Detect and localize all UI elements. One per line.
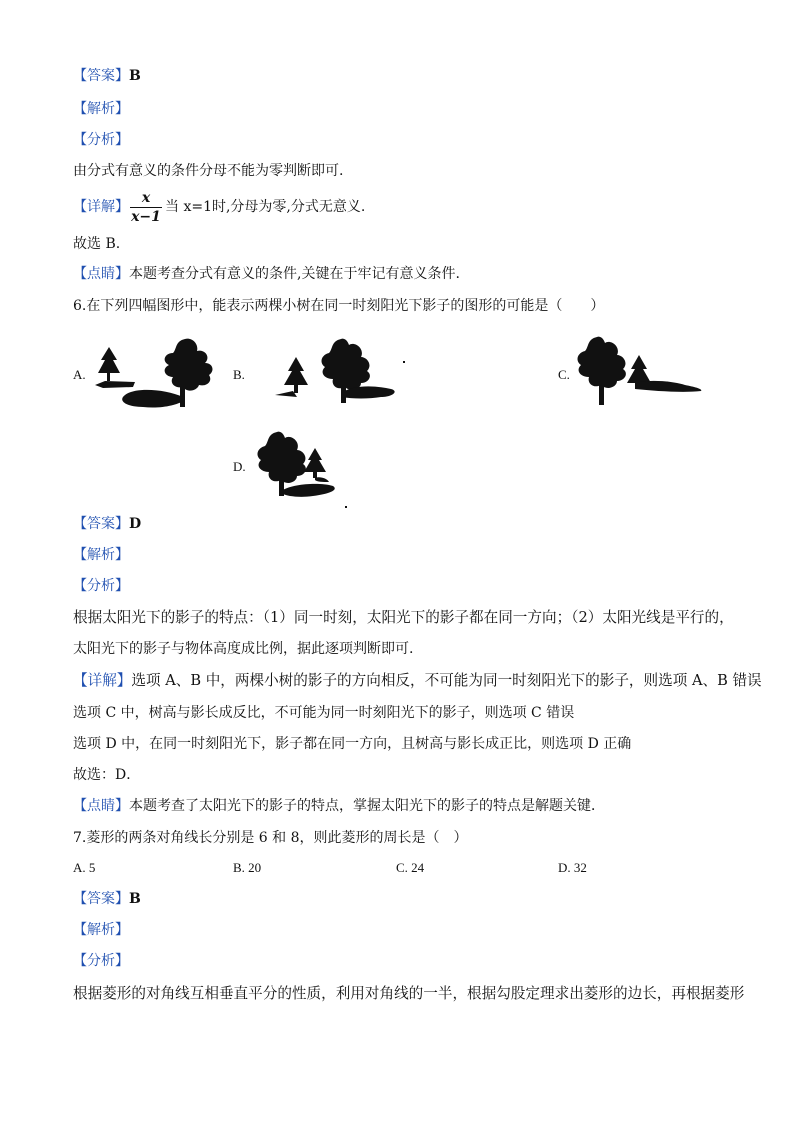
choice-a: A. 5 bbox=[73, 860, 96, 875]
conclusion-text: 故选：D． bbox=[73, 767, 141, 783]
question-6: 6.在下列四幅图形中，能表示两棵小树在同一时刻阳光下影子的图形的可能是（ ） bbox=[73, 298, 605, 314]
detail-tag: 【详解】 bbox=[73, 199, 129, 215]
option-d-label: D. bbox=[233, 459, 246, 474]
answer-tag: 【答案】 bbox=[73, 516, 129, 532]
option-c-label: C. bbox=[558, 367, 570, 382]
figure-a-trees bbox=[95, 335, 225, 415]
detail-line-3: 选项 D 中，在同一时刻阳光下，影子都在同一方向，且树高与影长成正比，则选项 D 正确 bbox=[73, 736, 632, 752]
comment-text: 本题考查了太阳光下的影子的特点，掌握太阳光下的影子的特点是解题关键． bbox=[129, 798, 605, 814]
answer-value: B bbox=[129, 68, 141, 84]
answer-line-6 bbox=[73, 515, 141, 533]
answer-tag: 【答案】 bbox=[73, 891, 129, 907]
answer-value: D bbox=[129, 516, 142, 532]
detail-tag: 【详解】 bbox=[73, 672, 132, 689]
jiexi-tag: 【解析】 bbox=[73, 547, 129, 563]
fraction-numerator: x bbox=[141, 190, 151, 206]
fenxi-tag: 【分析】 bbox=[73, 132, 129, 148]
detail-text-1: 选项 A、B 中，两棵小树的影子的方向相反，不可能为同一时刻阳光下的影子，则选项 A、B 错误 bbox=[131, 672, 762, 689]
answer-tag: 【答案】 bbox=[73, 68, 129, 84]
choice-b: B. 20 bbox=[233, 860, 262, 875]
fenxi-tag: 【分析】 bbox=[73, 578, 129, 594]
detail-line bbox=[73, 198, 129, 216]
analysis-text: 根据菱形的对角线互相垂直平分的性质，利用对角线的一半，根据勾股定理求出菱形的边长，再根据菱形 bbox=[73, 985, 745, 1002]
fraction-bar bbox=[130, 207, 162, 208]
answer-line-7 bbox=[73, 890, 141, 908]
figure-b-trees bbox=[253, 335, 408, 410]
fraction-denominator: x−1 bbox=[131, 209, 161, 225]
fraction bbox=[130, 190, 162, 225]
figure-c-trees bbox=[573, 333, 708, 413]
jiexi-tag: 【解析】 bbox=[73, 922, 129, 938]
comment-tag: 【点睛】 bbox=[73, 266, 129, 282]
option-a-label: A. bbox=[73, 367, 86, 382]
figure-d-trees bbox=[253, 428, 353, 508]
comment-text: 本题考查分式有意义的条件,关键在于牢记有意义条件. bbox=[129, 266, 460, 282]
question-7: 7.菱形的两条对角线长分别是 6 和 8，则此菱形的周长是（ ） bbox=[73, 830, 468, 846]
analysis-text: 由分式有意义的条件分母不能为零判断即可. bbox=[73, 163, 344, 179]
analysis-line-1: 根据太阳光下的影子的特点：（1）同一时刻，太阳光下的影子都在同一方向；（2）太阳光线是平行的， bbox=[73, 609, 734, 626]
choice-d: D. 32 bbox=[558, 860, 587, 875]
fenxi-tag: 【分析】 bbox=[73, 953, 129, 969]
detail-text: 当 x=1时,分母为零,分式无意义. bbox=[165, 199, 366, 215]
comment-line bbox=[73, 265, 460, 283]
jiexi-tag: 【解析】 bbox=[73, 101, 129, 117]
detail-line-2: 选项 C 中，树高与影长成反比，不可能为同一时刻阳光下的影子，则选项 C 错误 bbox=[73, 705, 575, 721]
comment-tag: 【点睛】 bbox=[73, 798, 129, 814]
answer-line bbox=[73, 67, 141, 85]
conclusion-text: 故选 B. bbox=[73, 236, 121, 252]
choice-c: C. 24 bbox=[396, 860, 425, 875]
analysis-line-2: 太阳光下的影子与物体高度成比例，据此逐项判断即可. bbox=[73, 641, 414, 657]
detail-line-1 bbox=[73, 672, 762, 690]
option-b-label: B. bbox=[233, 367, 245, 382]
comment-line bbox=[73, 797, 605, 815]
answer-value: B bbox=[129, 891, 141, 907]
